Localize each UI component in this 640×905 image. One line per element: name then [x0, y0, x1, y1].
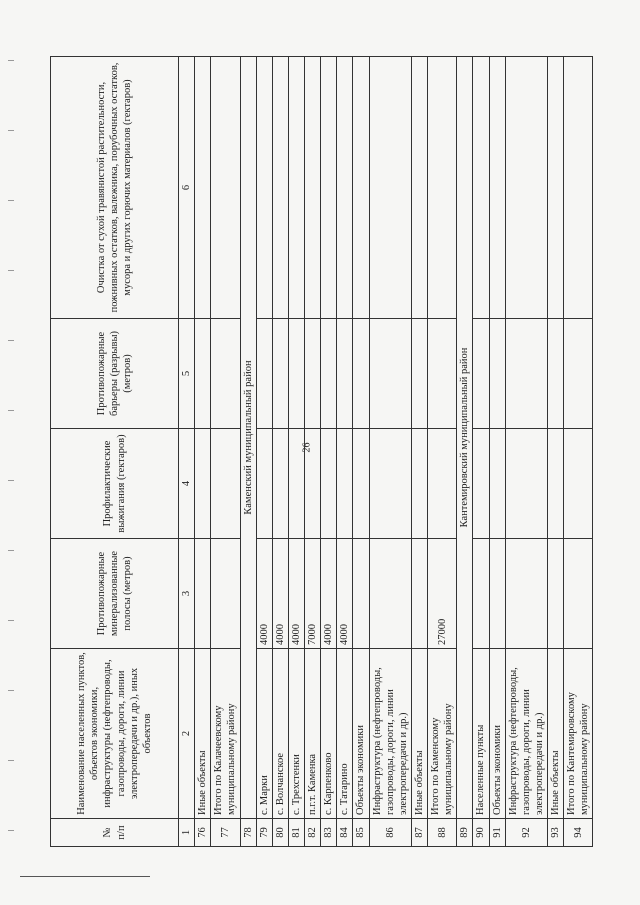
value-cell-c6: [428, 57, 457, 319]
row-number: 93: [548, 819, 564, 847]
row-number: 86: [369, 819, 411, 847]
object-name: Объекты экономики: [489, 649, 505, 819]
table-row: [337, 57, 353, 847]
row-number: 85: [353, 819, 369, 847]
value-cell-c4: [564, 429, 593, 539]
table-row: [489, 57, 505, 847]
object-name: с. Татарино: [337, 649, 353, 819]
object-name: с. Волчанское: [272, 649, 288, 819]
value-cell-c4: [288, 429, 304, 539]
value-cell-c4: [337, 429, 353, 539]
value-cell-c6: [288, 57, 304, 319]
value-cell-c3: [195, 539, 211, 649]
district-row: [240, 57, 256, 847]
value-cell-c3: [211, 539, 240, 649]
row-number: 89: [457, 819, 473, 847]
table-row: [256, 57, 272, 847]
value-cell-c5: [305, 319, 321, 429]
value-cell-c3: [564, 539, 593, 649]
value-cell-c4: [272, 429, 288, 539]
object-name: Населенные пункты: [473, 649, 489, 819]
value-cell-c6: [473, 57, 489, 319]
table-row: [321, 57, 337, 847]
value-cell-c3: [369, 539, 411, 649]
value-cell-c4: [305, 429, 321, 539]
value-cell-c5: [411, 319, 427, 429]
column-number: 4: [179, 429, 195, 539]
value-cell-c5: [473, 319, 489, 429]
value-cell-c4: [369, 429, 411, 539]
value-cell-c5: [369, 319, 411, 429]
object-name: Итого по Кантемировскому муниципальному району: [564, 649, 593, 819]
value-cell-c4: [195, 429, 211, 539]
header-cell: Очистка от сухой травянистой растительности, пожнивных остатков, валежника, порубочных остатков, мусора и других горючих материалов (гектаров): [51, 57, 179, 319]
object-name: Итого по Калачеевскому муниципальному району: [211, 649, 240, 819]
value-cell-c3: [353, 539, 369, 649]
table-row: [411, 57, 427, 847]
value-cell-c5: [272, 319, 288, 429]
value-cell-c6: [272, 57, 288, 319]
object-name: Инфраструктура (нефтепроводы, газопроводы, дороги, линии электропередачи и др.): [369, 649, 411, 819]
value-cell-c3: 4000: [272, 539, 288, 649]
object-name: Иные объекты: [411, 649, 427, 819]
object-name: с. Марки: [256, 649, 272, 819]
row-number: 88: [428, 819, 457, 847]
value-cell-c3: 7000: [305, 539, 321, 649]
value-cell-c3: [473, 539, 489, 649]
value-cell-c3: [548, 539, 564, 649]
fire-prevention-table: [50, 56, 593, 847]
value-cell-c3: [489, 539, 505, 649]
column-number: 1: [179, 819, 195, 847]
value-cell-c4: [321, 429, 337, 539]
value-cell-c6: [353, 57, 369, 319]
value-cell-c6: [321, 57, 337, 319]
header-row: [51, 57, 179, 847]
object-name: Итого по Каменскому муниципальному району: [428, 649, 457, 819]
row-number: 92: [505, 819, 547, 847]
table-row: [195, 57, 211, 847]
table-row: [473, 57, 489, 847]
row-number: 82: [305, 819, 321, 847]
value-cell-c6: [305, 57, 321, 319]
row-number: 79: [256, 819, 272, 847]
district-name: Кантемировский муниципальный район: [457, 57, 473, 819]
value-cell-c5: [548, 319, 564, 429]
header-cell: Противопожарные барьеры (разрывы) (метров): [51, 319, 179, 429]
value-cell-c6: [505, 57, 547, 319]
row-number: 76: [195, 819, 211, 847]
value-cell-c3: 4000: [288, 539, 304, 649]
column-number-row: [179, 57, 195, 847]
row-number: 91: [489, 819, 505, 847]
header-cell: Наименование населенных пунктов, объектов экономики, инфраструктуры (нефтепроводы, газопроводы, дороги, линии электропередачи и др.), иных объектов: [51, 649, 179, 819]
value-cell-c5: [256, 319, 272, 429]
value-cell-c3: [411, 539, 427, 649]
object-name: с. Карпенково: [321, 649, 337, 819]
row-number: 84: [337, 819, 353, 847]
value-cell-c6: [211, 57, 240, 319]
value-cell-c4: [548, 429, 564, 539]
value-cell-c4: [505, 429, 547, 539]
value-cell-c5: [505, 319, 547, 429]
value-cell-c5: [195, 319, 211, 429]
district-row: [457, 57, 473, 847]
row-number: 90: [473, 819, 489, 847]
row-number: 81: [288, 819, 304, 847]
value-cell-c4: [211, 429, 240, 539]
object-name: Иные объекты: [195, 649, 211, 819]
value-cell-c4: [353, 429, 369, 539]
value-cell-c4: [489, 429, 505, 539]
value-cell-c5: [564, 319, 593, 429]
object-name: п.г.т. Каменка: [305, 649, 321, 819]
value-cell-c3: 4000: [256, 539, 272, 649]
value-cell-c4: [473, 429, 489, 539]
row-number: 83: [321, 819, 337, 847]
column-number: 5: [179, 319, 195, 429]
value-cell-c4: [428, 429, 457, 539]
table-container: [50, 57, 590, 847]
value-cell-c5: [288, 319, 304, 429]
header-cell: Противопожарные минерализованные полосы (метров): [51, 539, 179, 649]
value-cell-c5: [428, 319, 457, 429]
district-name: Каменский муниципальный район: [240, 57, 256, 819]
value-cell-c4: [411, 429, 427, 539]
value-cell-c6: [256, 57, 272, 319]
header-cell: Профилактические выжигания (гектаров): [51, 429, 179, 539]
value-cell-c6: [411, 57, 427, 319]
object-name: Объекты экономики: [353, 649, 369, 819]
column-number: 3: [179, 539, 195, 649]
value-cell-c5: [337, 319, 353, 429]
value-cell-c4: [256, 429, 272, 539]
table-row: [548, 57, 564, 847]
row-number: 77: [211, 819, 240, 847]
value-cell-c3: 4000: [321, 539, 337, 649]
scan-margin-marks: [8, 0, 20, 905]
value-cell-c5: [211, 319, 240, 429]
column-number: 2: [179, 649, 195, 819]
table-row: [272, 57, 288, 847]
header-cell: № п/п: [51, 819, 179, 847]
value-cell-c5: [321, 319, 337, 429]
value-cell-c5: [489, 319, 505, 429]
value-cell-c3: 27000: [428, 539, 457, 649]
table-row: [505, 57, 547, 847]
value-cell-c5: [353, 319, 369, 429]
value-cell-c6: [369, 57, 411, 319]
table-row: [288, 57, 304, 847]
value-cell-c3: 4000: [337, 539, 353, 649]
object-name: Иные объекты: [548, 649, 564, 819]
value-cell-c3: [505, 539, 547, 649]
row-number: 87: [411, 819, 427, 847]
table-row: [428, 57, 457, 847]
column-number: 6: [179, 57, 195, 319]
table-row: [564, 57, 593, 847]
row-number: 80: [272, 819, 288, 847]
value-cell-c6: [489, 57, 505, 319]
table-row: [305, 57, 321, 847]
object-name: с. Трехстенки: [288, 649, 304, 819]
row-number: 78: [240, 819, 256, 847]
value-cell-c6: [548, 57, 564, 319]
value-cell-c6: [337, 57, 353, 319]
table-row: [369, 57, 411, 847]
value-cell-c6: [195, 57, 211, 319]
table-row: [211, 57, 240, 847]
object-name: Инфраструктура (нефтепроводы, газопроводы, дороги, линии электропередачи и др.): [505, 649, 547, 819]
page-number: 26: [301, 442, 313, 453]
row-number: 94: [564, 819, 593, 847]
bottom-rule: [20, 876, 150, 877]
table-row: [353, 57, 369, 847]
value-cell-c6: [564, 57, 593, 319]
